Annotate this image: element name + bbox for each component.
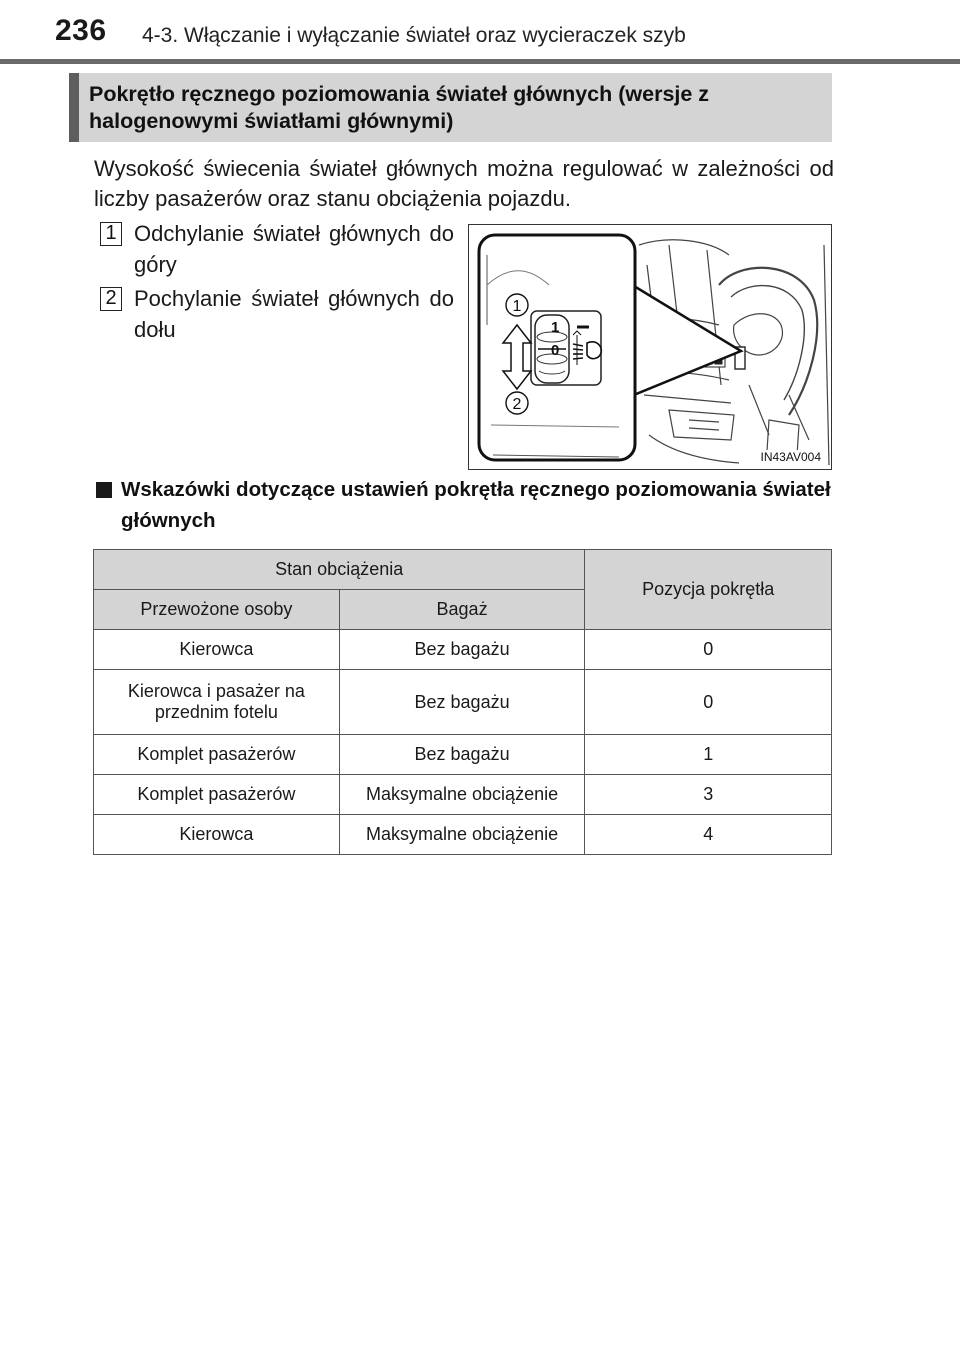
table-header-load-state: Stan obciążenia [94, 550, 585, 590]
figure-code: IN43AV004 [760, 450, 821, 464]
table-cell-position: 4 [585, 815, 832, 855]
headlight-leveling-dial-figure [468, 224, 832, 470]
table-cell-position: 0 [585, 630, 832, 670]
section-title: Pokrętło ręcznego poziomowania świateł głównych (wersje z halogenowymi światłami głównymi) [89, 82, 710, 133]
table-header-luggage: Bagaż [339, 590, 585, 630]
table-row [94, 775, 832, 815]
intro-paragraph: Wysokość świecenia świateł głównych można regulować w zależności od liczby pasażerów oraz stanu obciążenia pojazdu. [94, 156, 834, 211]
subheading: Wskazówki dotyczące ustawień pokrętła ręcznego poziomowania świateł głównych [121, 478, 831, 532]
table-row [94, 670, 832, 735]
table-cell-luggage: Bez bagażu [339, 630, 585, 670]
dial-mark-1: 1 [551, 319, 560, 336]
table-header-dial-position: Pozycja pokrętła [585, 550, 832, 630]
table-cell-position: 3 [585, 775, 832, 815]
table-cell-position: 1 [585, 735, 832, 775]
table-cell-passengers: Kierowca i pasażer na przednim fotelu [94, 670, 340, 735]
table-cell-luggage: Maksymalne obciążenie [339, 815, 585, 855]
table-header-passengers: Przewożone osoby [94, 590, 340, 630]
item-text-tilt-up: Odchylanie świateł głównych do góry [134, 221, 454, 277]
table-cell-passengers: Kierowca [94, 630, 340, 670]
callout-pointer [629, 283, 741, 397]
item-text-tilt-down: Pochylanie świateł głównych do dołu [134, 286, 454, 342]
table-row [94, 815, 832, 855]
table-cell-passengers: Kierowca [94, 815, 340, 855]
callout-label-1: 1 [512, 298, 522, 315]
dashboard-illustration [469, 225, 831, 469]
table-cell-passengers: Komplet pasażerów [94, 735, 340, 775]
load-settings-table [93, 549, 832, 855]
header-rule [0, 59, 960, 64]
table-row [94, 735, 832, 775]
table-cell-passengers: Komplet pasażerów [94, 775, 340, 815]
item-number-1: 1 [100, 222, 122, 246]
table-cell-luggage: Maksymalne obciążenie [339, 775, 585, 815]
section-title-box [69, 73, 832, 142]
callout-label-2: 2 [512, 396, 522, 413]
item-number-2: 2 [100, 287, 122, 311]
table-cell-luggage: Bez bagażu [339, 735, 585, 775]
table-row [94, 630, 832, 670]
page-number: 236 [55, 14, 107, 47]
dial-mark-0: 0 [551, 342, 560, 359]
bullet-square-icon [96, 482, 112, 498]
table-cell-position: 0 [585, 670, 832, 735]
table-cell-luggage: Bez bagażu [339, 670, 585, 735]
running-head: 4-3. Włączanie i wyłączanie świateł oraz wycieraczek szyb [142, 24, 686, 47]
